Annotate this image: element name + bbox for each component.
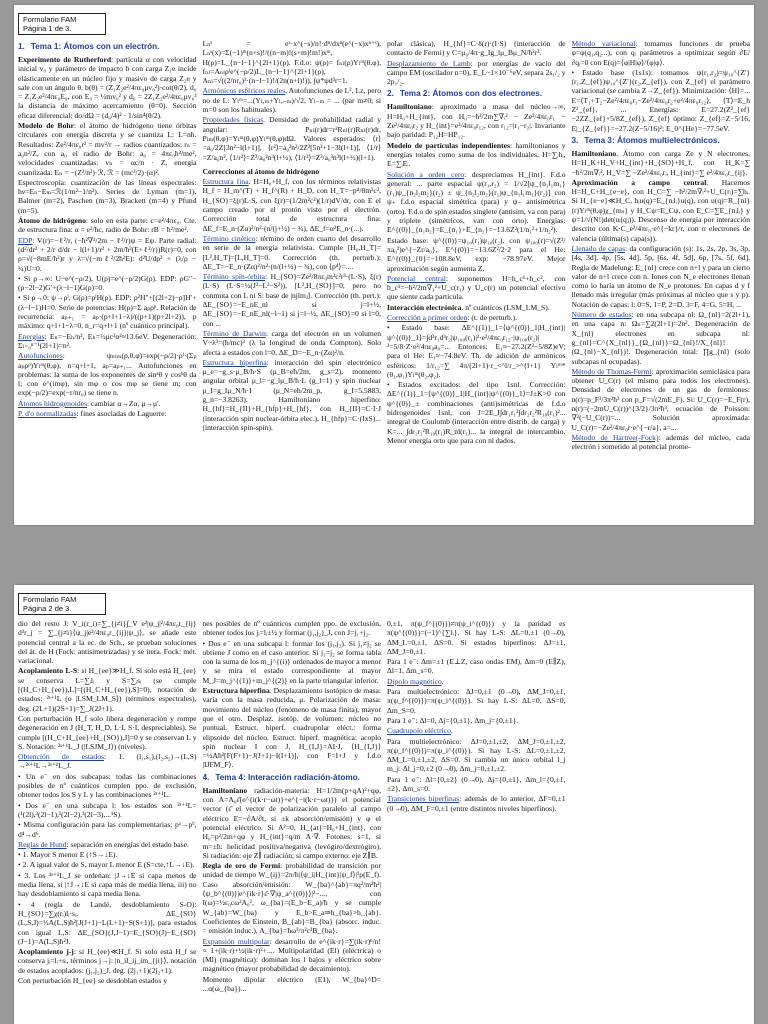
- paragraph-text: . Densidad de probabilidad radial y angular: Pₙₗ(r)dr=r²Rₙₗ(r)Rₙₗ(r)dr, Pₗₘ(θ,φ)=Yₗᵐ(θ,φ)Yₗᵐ(θ,φ)dΩ. Valores esperados: ⟨r⟩=a₀/2Z[3n²−l(l+1)], ⟨r²⟩=a₀²n²/2Z²[5n²+1−3l(l+1)], ⟨1/r⟩=Z/a₀n², ⟨1/r²⟩=Z²/a₀²n³(l+½), ⟨1/r³⟩=Z³/a₀³n³l(l+½)(l+1).: [202, 115, 381, 162]
- term-link[interactable]: Método de Hartree(-Fock): [571, 432, 659, 442]
- list-item: • Misma configuración para las complementarias: pᵃ→pᵇ, d⁴→d⁶.: [18, 820, 197, 839]
- paragraph-text: : tomamos funciones de prueba φ=φ(q₁,q₂...), con qᵢ parámetros a optimizar según ∂E/∂qᵢ=0 con E(q)=⟨φ|H|φ⟩/⟨φ|φ⟩.: [571, 39, 750, 67]
- term-link[interactable]: Obtención de estados: [18, 752, 104, 762]
- list-item: • 1. Mayor S menor E (↑S→↓E).: [18, 850, 197, 859]
- paragraph-dipole: Momento dipolar eléctrico (E1), W_{ba}^D= ...α(ω_{ba})...: [202, 974, 381, 993]
- paragraph-text: : cambiar α→Zα, μ→μ′.: [86, 398, 161, 408]
- paragraph-hydrogen: [18, 216, 197, 235]
- section-heading: [203, 773, 382, 783]
- list-item: • Estado base (1s1s): tomamos ψ(r₁,r₂)=ψ₁₀^{Z'}(r₁,Z_{ef})ψ₁₀^{Z'}(r₂,Z_{ef}), con Z_{ef} el parámetro variacional (se cambia Z→Z_{ef}). Minimización: ⟨H⟩=... E=⟨T₁+T₂−Ze²/4πε₀r₁−Ze²/4πε₀r₂+e²/4πε₀r₁₂⟩, ⟨T⟩=E_h Z²_{ef}, ... Energías: E=27.2(Z²_{ef}−2ZZ_{ef}+5/8Z_{ef}), Z_{ef} óptimo: Z_{ef}=Z−5/16, E|_{Z_{ef}}=−27.2(Z−5/16)²; E_0^{He}=−77.5eV.: [572, 68, 751, 133]
- paragraph-text: : desarrollo de e^{ik·r}=∑(ik·r)ⁿ/n! ≈ 1+(ik·r)+½(ik·r)²+.... Multipolaridad (El) (eléctrica) o (Ml) (magnética): dominan los l bajos y eléctrico sobre magnético (mayor probabilidad de decaimiento).: [202, 936, 381, 974]
- column-2: [203, 39, 382, 523]
- paragraph-first-order: [387, 313, 566, 322]
- term-link[interactable]: Cuadrupolo eléctrico: [387, 726, 451, 736]
- term-heading: Átomo de hidrógeno: [18, 216, 86, 226]
- list-item: • 3. Los ²ˢ⁺¹L_J se ordenan: |J→↓E si capa menos de media llena, si |↑J→↓E si capa más de media llena, iii) no hay desdoblamiento si capa media llena.: [18, 871, 197, 899]
- paragraph-text: : aproximación semiclásica para obtener U_C(r) (el mismo para todos los electrones). Densidad de electrones de un gas de fermiones: n(r)=p_F³/3π²ħ³ con p_F=√(2mE_F). Si: U_C(r)=−E_F(r), n(r)=(−2mU_C(r))^{3/2}/3π²ħ³, ecuación de Poisson: ∇²(−U_C(r))=... Solución aproximada: U_C(r)=−Ze²/4πε₀r·e^{−r/a}, a=...: [571, 366, 750, 432]
- page-columns: [18, 39, 750, 523]
- paragraph-text: . Desplazamiento isotópico de masa: varía con la masa reducida, μ. Polarización de masa: movimiento del núcleo (fenómeno de masa finita), mayor que el otro. Desplaz. isotóp. de volumen: núcleo no puntual. Estruct. hiperf. cuadrupolar eléct.: forma elipsoide del núcleo. Estruct. hiperf. magnética: acoplo spin nuclear I con J, H_{I,J}=AI·J, ⟨H_{I,J}⟩=½Aħ²[F(F+1)−J(J+1)−I(I+1)], con F=I+J y f.d.o |IJFM_F⟩.: [202, 686, 381, 770]
- term-heading: Hamiltoniano: [202, 785, 248, 795]
- paragraph-text: : partícula α con velocidad inicial v₀ y parámetro de impacto b con carga Z₁e incide elásticamente en un núcleo fijo y masivo de carga Z₂e y sale con un ángulo θ. b(θ) = (Z₁Z₂e²/4πε₀μv₀²)·cot(θ/2), d₀ = Z₁Z₂e²/4πε₀E₀, con E₀ = ½mv₀² y d₀ = 2Z₁Z₂e²/4πε₀μv₀² la distancia de máximo acercamiento (θ=0). Sección eficaz diferencial: dσ/dΩ = (d₀/4)² · 1/sin⁴(θ/2).: [18, 55, 197, 120]
- paragraph-hyperfine-transitions: [387, 794, 566, 813]
- paragraph-bohr: [18, 121, 197, 177]
- paragraph-text: : además del núcleo, cada electrón i sometido al potencial prome-: [571, 432, 750, 452]
- paragraph-kinetic-term: [203, 234, 382, 271]
- paragraph-fermi-rule: [203, 861, 382, 935]
- list-item: • 4 (regla de Landé, desdoblamiento S-O): H_{SO}=∑χ(rᵢ)lᵢ·sᵢ, ΔE_{SO}(L,S,J)=½A(L,S)ħ²[J(J+1)−L(L+1)−S(S+1)], para estados con igual L,S: ΔE_{SO}(J,J−1)=E_{SO}(J)−E_{SO}(J−1)=A(L,S)ħ²J.: [18, 900, 197, 946]
- header-title: Formulario FAM: [23, 595, 77, 604]
- paragraph-zero-order: [387, 170, 566, 235]
- paragraph-text: : solo en esta parte: c=e²/4πε₀. Cte. de estructura fina: α = e²/ħc, radio de Bohr: rB = ħ²/me².: [18, 216, 197, 235]
- paragraph-edp: [18, 236, 197, 273]
- document-page-2: [14, 585, 754, 1024]
- paragraph-text: : ψₙₗₘ(ρ,θ,φ)=exp(−ρ/2)·ρˡ·(Σₚ aₚρᵖ)Yₗᵐ(θ,φ), n=q+l+1, aₚ=aₚ₊₁... Autofunciones en problemas: la suma de los exponentes de sinᵃθ y cosᵇθ da l; con e^(imφ), sin mφ o cos mφ se tiene m; con exp(−ρ/2)=exp(−r/nr₀) se tiene n.: [18, 351, 197, 398]
- paragraph-rutherford: [18, 55, 197, 120]
- paragraph-text: : término de orden cuarto del desarrollo en serie de la energía relativista. Cumple [H₀,H_T]=[L²,H_T]=[L,H_T]=0. Corrección (th. perturb.): ΔE_T=−E_n·(Zα)²/n²·(n/(l+½) − ¾), con ⟨p⁴⟩=....: [202, 233, 381, 271]
- paragraph-polar: polar clásica), H_{hf}=C·δ(r)·(I·S) (interacción de contacto de Fermi) y C=μ₀/4π·g_Ig_lμ_Bμ_N/ħ²r³.: [387, 39, 566, 58]
- paragraph-multielectron: Para multielectrónico: ΔJ=0,±1,±2, ΔM_J=0,±1,±2, π(ψ_f^{(0)})=π(ψ_i^{(0)}). Si hay L-S: ΔL=0,±1,±2, ΔM_L=0,±1,±2, ΔS=0. Si cambia un único orbital l_j m_j: Δl_j=0,±2 (0↛0), Δm_j=0,±1,±2.: [387, 736, 566, 774]
- paragraph-laguerre: [18, 409, 197, 418]
- column-3: [387, 39, 566, 523]
- term-link[interactable]: Reglas de Hund: [18, 839, 67, 849]
- column-2: [203, 619, 382, 1022]
- paragraph-electric-quadrupole: [387, 726, 566, 735]
- paragraph-magnetic-dipole: [387, 677, 566, 686]
- term-heading: Regla de oro de Fermi: [202, 861, 281, 871]
- paragraph-text: : fines asociadas de Laguerre:: [76, 408, 167, 418]
- paragraph-hyperfine: [203, 358, 382, 432]
- section-heading: [387, 89, 566, 99]
- term-link[interactable]: Átomos hidrogenoides: [18, 398, 87, 408]
- paragraph-text: : H_{SO}=Ze²/8πε₀m²c²r³·(L·S), ξ(r)(L·S) (L·S=½(J²−L²−S²)), [L²,H_{SO}]=0, pero no conmuta con L ni S: base de |njlmⱼ⟩. Corrección (th. pert.): ΔE_{SO}=−E_nE_nl si j=l+½, ΔE_{SO}=−E_nE_nl(−l−1) si j=l−½, ΔE_{SO}=0 si l=0, con ...: [202, 272, 381, 328]
- term-link[interactable]: Transiciones hiperfinas: [387, 794, 460, 804]
- term-link[interactable]: Término de Darwin: [202, 328, 266, 338]
- paragraph-hyperfine-structure: [203, 686, 382, 770]
- column-1: [18, 39, 197, 523]
- term-heading: Hamiltoniano: [571, 148, 617, 158]
- list-item: • Si ρ→0: ψ→ρˡ, G(ρ)=ρˡH(ρ). EDP: ρ²H″+[(2l+2)−ρ]H′+(λ−l−1)H=0. Serie de potencias: H(ρ)=Σ aₚρᵖ. Relación de recurrencia: aₚ₊₁ = aₚ·(p+l+1−λ)/((p+1)(p+2l+2)), p máximo: q+l+1−λ=0, n_r=q+l+1 (nº cuántico principal).: [18, 293, 197, 330]
- term-link[interactable]: Método variacional: [571, 39, 636, 48]
- paragraph-text: : carga del electrón en un volumen V~λ³=(ħ/mc)³ (λ la longitud de onda Compton). Solo afecta a estados con l=0, ΔE_D=−E_n·(Zα)²/n.: [202, 328, 381, 357]
- term-link[interactable]: Desplazamiento de Lamb: [387, 58, 471, 68]
- paragraph-text: .: [450, 726, 453, 736]
- paragraph-text: : además de lo anterior, ΔF=0,±1 (0↛0), ΔM_F=0,±1 (entre distintos niveles hiperfinos).: [387, 794, 566, 813]
- paragraph-jj-coupling: [18, 947, 197, 975]
- term-link[interactable]: Dipolo magnético: [387, 676, 442, 686]
- paragraph-text: : interacción del spin electrónico μ_e=−g_s·μ_B/ħ·S (μ_B=eħ/2m, g_s=2), momento angular orbital μ_l=−g_lμ_B/ħ·L (g_l=1) y spin nuclear μ_I=g_Iμ_N/ħ·I (μ_N=eħ/2m_p, g_I=5.5883, g_n=−3.8263). Hamiltoniano hiperfino: H_{hf}=H_{II}+H_{hfp}+H_{hf}, con H_{II}=C·I·J (interacción spin nuclear-órbita elec.), H_{hfp}=C·(IxS)... (interacción spin-spin).: [202, 357, 381, 432]
- header-title: Formulario FAM: [23, 15, 77, 24]
- term-heading: Modelo de partículas independientes: [387, 140, 510, 150]
- paragraph-text: . Átomo con carga Ze y N electrones, H=H_K+H_V+H_{int}+H_{SO}+H_f, con H_K=∑ −ħ²/2m∇ᵢ², H_V=∑ −Ze²/4πε₀rᵢ, H_{int}=∑ e²/4πε₀r_{ij}.: [571, 148, 750, 177]
- paragraph-text: : aproximado a masa del núcleo→∞, H=H₀+H_{int}, con H₀=−ħ²/2m∑∇ᵢ² − Ze²/4πε₀r₁ − Ze²/4πε₀r₂ y H_{int}=e²/4πε₀r₁₂, con r₁₂=|r₁−r₂|. Invariante bajo paridad: P₁₂H=HP₁₂.: [387, 102, 566, 140]
- paragraph-text: : el átomo de hidrógeno tiene órbitas circulares con energía discreta y se cuantiza L: L=nħ. Resultados: Ze²/4πε₀r² = mv²/r → radios cuantizados: rₙ = a₀n²/Z, con a₀ el radio de Bohr: a₀ = 4πε₀ħ²/me², velocidades cuantizadas: vₙ = αc/n · Z, energía cuantizada: Eₙ = −(Z²/n²)·ℛ, ℛ = (mc²/2)·(α)².: [18, 121, 197, 177]
- paragraph-text: . Autofunciones de L², Lz, pero no de L: Yₗᵐ=...(Yₗ,ₘ+Yₗ,₋ₘ)/√2, Yₗ₋ₘ = ... (par m≠0; si m=0 son los habituales).: [202, 86, 381, 115]
- term-link[interactable]: EDP: [18, 235, 33, 245]
- document-page-1: [14, 5, 754, 525]
- term-link[interactable]: Estructura fina: [202, 177, 249, 187]
- page-columns: [18, 619, 750, 1022]
- term-heading: Hamiltoniano: [387, 102, 432, 112]
- term-heading: Interacción electrónica: [387, 302, 462, 312]
- term-heading: Acoplamiento L-S: [18, 666, 78, 676]
- paragraph-text: .: [441, 676, 444, 686]
- column-4-empty: [572, 619, 751, 1022]
- list-item: • Dos e⁻ en una subcapa l: los estados son ²ˢ⁺¹L=(¹(2l),³(2l−1),¹(2l−2),³(2l−3),...¹S).: [18, 801, 197, 820]
- paragraph-ground-state: Estado base: ψ^{(0)}=ψ₁₀(r₁)ψ₁₀(r₂), con ψ₁₀₀(r)=√(Z³/πa₀³)e^{−Zr/a₀}, E^{(0)}=−13.6Z²/2·2 para el He: E^{(0)}_{0}=−108.8eV, exp: −78.97eV. Mejor aproximación según aumenta Z.: [387, 235, 566, 273]
- paragraph-text: : en una subcapa nl: Ω_{nl}=2(2l+1), en una capa n: Ωₙ=∑2(2l+1)=2n². Degeneración de X_{nl} electrones en subcapa nl: g_{nl}=C^{X_{nl}}_{Ω_{nl}}=Ω_{nl}!/X_{nl}!(Ω_{nl}−X_{nl})!. Degeneración total: ∏g_{nl} (solo subcapas nl ocupadas).: [571, 310, 750, 366]
- paragraph-text: . Hacemos H=H_C+H_{e−e}, con H_C=∑ −ħ²/2m∇ᵢ²+U_C(rᵢ)=∑hᵢ. Si H_{e−e}≪H_C, hᵢu(q)=E_{nᵢlᵢ}u(q), con u(q)=R_{nl}(r)Yₗᵐ(θ,φ)χ_{mₛ} y H_Cψ=E_Cψ, con E_C=∑E_{nᵢlᵢ} y ψ=1/√(N!)det(uᵢ(qⱼ)). Descenso de energía por interacción descrito con K·C_e²/4πε₀·e^{−kr}/r, con σ electrones de valencia (última(s) capa(s)).: [571, 177, 750, 243]
- paragraph-fine-structure: [203, 177, 382, 233]
- paragraph-text: : separación en energías del estado base.: [66, 839, 189, 849]
- term-link[interactable]: Potencial central: [387, 273, 446, 283]
- paragraph-one-electron: Para 1 e⁻: Δl=0, Δj={0,±1}, Δm_j={0,±1}.: [387, 715, 519, 725]
- paragraph-thomas-fermi: [572, 367, 751, 432]
- term-link[interactable]: Autofunciones: [18, 351, 63, 361]
- term-link[interactable]: Término spin-órbita: [202, 272, 266, 282]
- paragraph-shell-filling: [572, 244, 751, 309]
- paragraph-text: radiación-materia: H=1/2m(p+qA)²+qφ, con A=A₀ε̂(e^{i(k·r−ωt)}+e^{−i(k·r−ωt)}) el potencial vector (ε̂ el vector de polarización paralelo al campo eléctrico E=−∂A/∂t, si ±k absorción/emisión) y φ el potencial eléctrico. Si A²=0, H_{at}=H₀+H_{int}, con H₀=p²/2m+qφ y H_{int}=q/m A·∇. Fotones: s=1, si m=±ħ: helicidad positiva/negativa (levógiro/dextrógiro). Si radiación: eje Z∥ radiación; si campo externo: eje Z∥B.: [202, 785, 381, 860]
- term-heading: Estructura hiperfina: [202, 686, 270, 696]
- term-link[interactable]: Método de Thomas-Fermi: [571, 366, 652, 376]
- term-link[interactable]: Solución a orden cero: [387, 169, 465, 179]
- paragraph-variational: [572, 39, 751, 67]
- paragraph-text: : hamiltonianos y energías totales como suma de los individuales, H=∑ᵢhᵢ, E=∑ᵢEᵢ.: [387, 140, 566, 169]
- term-heading: Acoplamiento j-j: [18, 947, 74, 957]
- paragraph-selection-rules: 0,±1, π(ψ_f^{(0)})≠π(ψ_i^{(0)}) y la paridad es π(ψ^{(0)})=(−1)^{∑lᵢ}. Si hay L-S: ΔL=0,±1 (0↛0), ΔM_L=0,±1, ΔS=0. Si estados hiperfinos: ΔJ=±1, ΔM_J=0,±1.: [387, 619, 566, 656]
- term-link[interactable]: Estructura hiperfina: [202, 357, 267, 367]
- term-link[interactable]: Propiedades físicas: [202, 115, 264, 125]
- section-title: Tema 1: Átomos con un electrón.: [30, 42, 160, 51]
- column-4: [572, 39, 751, 523]
- section-heading: [18, 42, 197, 52]
- list-item: • Estado base: ΔE^{(1)}_1=⟨ψ^{(0)}_1|H_{int}|ψ^{(0)}_1⟩=∫d³r₁d³r₂|ψ₁₀₀(r₁)|²·e²/4πε₀r₁₂·|ψ₁₀₀(r₂)|²=5/8·Z·e²/4πε₀a₀=... Entonces: E₁≈−27.2(Z²−5/8Z)eV; para el He: E₁≈−74.8eV. Th. de adición de armónicos esféricos: 1/r₁₂=∑ 4π/(2l+1)·r_<^l/r_>^{l+1} Yₗᵐ*(θ₁,φ₁)Yₗᵐ(θ₂,φ₂).: [387, 323, 566, 379]
- term-link[interactable]: Llenado de capas: [571, 243, 626, 253]
- paragraph-hartree-fock: [572, 433, 751, 452]
- section-number: 3.: [571, 135, 579, 145]
- paragraph-text: : (t. de perturb.).: [467, 313, 518, 323]
- paragraph-spherical-harmonics: [203, 86, 382, 114]
- page-header: [18, 13, 106, 35]
- paragraph-text: : probabilidad de transición por unidad de tiempo W_{ij}=2π/ħ|⟨ψ_i|H_{int}|ψ_f⟩|²ρ(E_f). Caso absorción/emisión: W_{ba}^{ab}=πq²/m²ħ²|⟨ψ_b^{(0)}|e^{ik·r}ε̂·∇|ψ_a^{(0)}⟩|²−..., con I(ω)=½ε₀cω²A₀², ω_{ba}=(E_b−E_a)/ħ y se cumple W_{ab}=W_{ba} y E_b>E_a⇒h_{ba}>h_{ab}. Coeficientes de Einstein, B_{ab}=B_{ba} (absorc. induc. = emisión induc.), A_{ba}=ħω³/π²c³B_{ba}.: [202, 861, 381, 936]
- section-number: 2.: [387, 89, 394, 99]
- paragraph-energies: [18, 332, 197, 351]
- paragraph-multielectron: Para multielectrónico: ΔJ=0,±1 (0↛0), ΔM_J=0,±1, π(ψ_f^{(0)})=π(ψ_i^{(0)}). Si hay L-S: ΔL=0, ΔS=0, Δm_S=0.: [387, 687, 566, 715]
- header-page-number: Página 2 de 3.: [23, 604, 72, 613]
- paragraph-hamiltonian: [572, 149, 751, 177]
- term-link[interactable]: Expansión multipolar: [202, 936, 270, 946]
- paragraph-text: . nº cuánticos (LSM_LM_S).: [461, 302, 550, 312]
- paragraph-hamiltonian: [203, 786, 382, 860]
- paragraph-jj-perturbation: Con perturbación H_{ee} se desdoblan estados y: [18, 975, 168, 985]
- paragraph-properties: [203, 115, 382, 161]
- list-item: • Dos e⁻ en una subcapa l: formar los (j₁,j₂). Si j₁≠j₂ se obtiene J como en el caso anterior. Si j₁=j₂ se forma tabla con la suma de los m_j^{(i)} ordenados de mayor a menor y se mira el estado correspondiente al mayor M_J=m_j^{(1)}+m_j^{(2)} en la parte triangular inferior.: [203, 639, 382, 685]
- paragraph-jj-cont: nes posibles de nº cuánticos cumplen ppo. de exclusión, obtener todos los jᵢ=lᵢ±½ y formar (j₁,j₂)_J, con J=j₁+j₂.: [202, 619, 381, 638]
- paragraph-ls-perturbation: Con perturbación H_f solo libera degeneración y rompe degeneración en J (H_T, H_D, L·I, S·I, despreciables). Se cumple [(H_C+H_{ee}+H_{SO}),J]=0 y se conservan L y S. Notación: ²ˢ⁺¹L_J (|LSJM_J⟩) (niveles).: [18, 713, 197, 751]
- term-heading: Aproximación a campo central: [571, 177, 707, 187]
- term-link[interactable]: Número de estados: [571, 310, 632, 320]
- list-item: • Si ρ→∞: U~e^(−ρ/2), U(ρ)=e^(−ρ/2)G(ρ). EDP: ρG″−(ρ−2l−2)G′+(λ−l−1)G(ρ)=0.: [18, 274, 197, 293]
- list-item: • 2. A igual valor de S, mayor L menor E (S=cte,↑L→↓E).: [18, 860, 197, 869]
- paragraph-text: : Eₙ=−Eₕ/n², Eₕ=½μc²α²≈13.6eV. Degeneración: Σₗ₌₀ⁿ⁻¹(2l+1)=n².: [18, 331, 197, 350]
- term-link[interactable]: Energías: [18, 331, 45, 341]
- paragraph-hund-rules: [18, 840, 197, 849]
- paragraph-electronic-interaction: [387, 303, 566, 312]
- column-1: [18, 619, 197, 1022]
- paragraph-hamiltonian: [387, 102, 566, 139]
- section-number: 4.: [202, 772, 210, 782]
- paragraph-multipolar: [203, 937, 382, 974]
- term-link[interactable]: Término cinético: [202, 233, 256, 243]
- paragraph-text: : por energías de vacío del campo EM (oscilador n=0), E_L~1×10⁻⁶eV, separa 2s₁/₂ y 2p₁/₂.: [387, 58, 566, 87]
- section-title: Tema 3: Átomos multielectrónicos.: [584, 135, 720, 145]
- paragraph-hydrogenoid: [18, 399, 197, 408]
- paragraph-spectroscopy: Espectroscopía: cuantización de las líneas espectrales: hν=Eₙ−Eₘ=ℛ(1/m²−1/n²). Series de Lyman (m=1), Balmer (m=2), Paschen (m=3), Brackett (m=4) y Pfund (m=5).: [18, 177, 197, 215]
- paragraph-hartree-cont: dio del resto J: V_i(r_i)=∑_{j≠i}∫_V e²|ψ_j|²/4πε₀r_{ij} d³r_j = ∑_{j≠i}⟨ψ_j|e²/4πε₀r_{ij}|ψ_j⟩, se añade este potencial central a la ec. de Sch., se prueban soluciones del át. de H (Fock: antisimetrizadas) y se itera. Fock: mét. variacional.: [18, 619, 197, 666]
- paragraph-text: : da configuración (s): 1s, 2s, 2p, 3s, 3p, [4s, 3d], 4p, [5s, 4d], 5p, [6s, 4f, 5d], 6p, [7s, 5f, 6d]. Regla de Madelung: E_{nl} crece con n+l y para un cierto valor de n+l crece con n. Iones con N_e electrones llenan como lo haría un átomo de N_e protones. En capas d y f llenado más irregular (más próximas al núcleo que s y p). Notación de capas: l: 0=S, 1=P, 2=D, 3=F, 4=G, 5=H, ...: [571, 243, 750, 309]
- term-link[interactable]: Corrección a primer orden: [387, 313, 468, 323]
- paragraph-autofunctions: [18, 351, 197, 397]
- paragraph-text: : 1. (l₁,s₁),(l₂,s₂)→(L,S) →²ˢ⁺¹L→²ˢ⁺¹L_J.: [18, 752, 197, 771]
- paragraph-number-of-states: [572, 310, 751, 366]
- paragraph-obtaining-states: [18, 752, 197, 771]
- paragraph-text: . H=H₀+H_f, con los términos relativistas H_f = H_m^(T) + H_f^(R) + H_D, con H_T=−p⁴/8m³c², H_{SO}=ξ(r)L·S, con ξ(r)=(1/2m²c²)(1/r)dV/dr, con E el campo creado por el protón visto por el electrón. Corrección total de estructura fina: ΔE_f=E_n·(Zα)²/n²·(n/(j+½) − ¾), ΔE_f=α²E_n·(...).: [202, 177, 381, 233]
- list-item: • Estados excitados: del tipo 1snl. Corrección: ΔE^{(1)}_1=⟨ψ^{(0)}_1|H_{int}|ψ^{(0)}_1⟩=J±K>0 con ψ^{(0)}_± combinaciones (anti)simétricas de f.d.o hidrogenoides 1snl, con J=2E_I∫dr₁r₁²∫dr₂r₂²R₁₀(r₁)²... integral de Coulomb (interacción entre distrib. de carga) y K=... ∫dr₁r₁²R₁₀(r₁)R_nl(r₁)... la integral de intercambio. Menor energía orto que para con nl dados.: [387, 380, 566, 445]
- header-page-number: Página 1 de 3.: [23, 24, 72, 33]
- term-link[interactable]: P. d'o normalizadas: [18, 408, 77, 418]
- paragraph-one-electron: Para 1 e⁻: Δl={0,±2} (0↛0), Δj={0,±1}, Δm_l={0,±1,±2}, Δm_s=0.: [387, 774, 566, 794]
- section-title: Tema 2: Átomos con dos electrones.: [399, 89, 543, 99]
- paragraph-laguerre-formula: Lₙˢ = eˣ·x^(−s)/n!·dⁿ/dxⁿ(e^(−x)xⁿ⁺ˢ), Lₙˢ(x)=Σ(−1)ᵐ(n+s)!/((n−m)!(s+m)!m!)xᵐ, H(ρ)=L_{n−l−1}^{2l+1}(ρ). F.d.o: ψ(ρ)= fₙₗ(ρ)Yₗᵐ(θ,φ), fₙₗ=Aₙₗρˡe^(−ρ/2)L_{n−l−1}^{2l+1}(ρ), Aₙₗ=√((2/nr₀)³·(n−l−1)!/(2n(n+l)!)), ∫ψ*ψd³r=1.: [202, 39, 381, 86]
- paragraph-one-electron: Para 1 e⁻: Δm=±1 (E⊥Z, caso ondas EM), Δm=0 (E∥Z), Δl=1, Δm_s=0.: [387, 657, 566, 676]
- paragraph-central-field: [572, 178, 751, 243]
- paragraph-text: : suponemos H=h_c¹+h_c², con h_c¹=−ħ²/2m∇₁²+U_c(r₁) y U_c(r) un potencial efectivo que siente cada partícula.: [387, 273, 566, 302]
- paragraph-lamb-shift: [387, 59, 566, 87]
- paragraph-ls-coupling: [18, 666, 197, 712]
- term-heading: Experimento de Rutherford: [18, 55, 112, 64]
- paragraph-text: : si H_{ee}≪H_f. Si solo está H_f se conserva jᵢ=lᵢ+sᵢ, términos j→j: |n_il_ij_im_{ji}⟩, notación de estados acoplados: (j₁,j₂)_J, deg. (2j₁+1)(2j₂+1).: [18, 947, 197, 975]
- paragraph-independent-particles: [387, 141, 566, 169]
- paragraph-text: : despreciamos H_{int}. F.d.o general: ... parte espacial ψ(r₁,r₂) = 1/√2[ψ_{n₁l₁m₁}(r₁)ψ_{n₂l₂m₂}(r₂) ± ψ_{n₂l₂m₂}(r₁)ψ_{n₁l₁m₁}(r₂)] con ψ₊ f.d.o espacial simétrica (para) y ψ₋ antisimétrica (orto). F.d.o de spin estados singlete (antisim, va con para) y triplete (simétricos, van con orto). Energías: E^{(0)}_{n₁n₂}=E_{n₁}+E_{n₂}=−13.6Z²(1/n₁²+1/n₂²).: [387, 169, 566, 235]
- section-title: Tema 4: Interacción radiación-átomo.: [215, 772, 360, 782]
- term-link[interactable]: Armónicos esféricos reales: [202, 86, 286, 96]
- section-number: 1.: [18, 42, 25, 51]
- subsection-heading: Correcciones al átomo de hidrógeno: [202, 166, 320, 176]
- paragraph-central-potential: [387, 274, 566, 302]
- list-item: • Un e⁻ en dos subcapas: todas las combinaciones posibles de nº cuánticos cumplen ppo. de exclusión, obtener todos los S y L y las combinaciones ²ˢ⁺¹L.: [18, 772, 197, 800]
- paragraph-text: : V(r)=−ℓ²/r, (−ħ²∇²/2m − ℓ²/r)ψ = Eψ. Parte radial: (d²/dr² + 2/r d/dr − l(l+1)/r² + 2m/ħ²(E+ℓ²/r))R(r)=0, con ρ=√(−8mE/ħ²)r y λ=√(−mℓ²/2ħ²E): d²U/dρ² + (λ/ρ − ¼)U=0.: [18, 235, 197, 273]
- page-header: [18, 593, 106, 615]
- section-heading: [572, 136, 751, 146]
- term-heading: Modelo de Bohr: [18, 121, 75, 131]
- paragraph-spin-orbit: [203, 272, 382, 328]
- paragraph-darwin: [203, 329, 382, 357]
- column-3: [387, 619, 566, 1022]
- paragraph-text: : si H_{ee}≫H_f. Si solo está H_{ee} se conserva L=∑ᵢlᵢ y S=∑ᵢsᵢ (se cumple [(H_C+H_{ee}),L]=[(H_C+H_{ee}),S]=0), notación de estados: ²ˢ⁺¹L (o |LSM_LM_S⟩) (términos espectrales), deg. (2L+1)(2S+1)=∑_J(2J+1).: [18, 666, 197, 713]
